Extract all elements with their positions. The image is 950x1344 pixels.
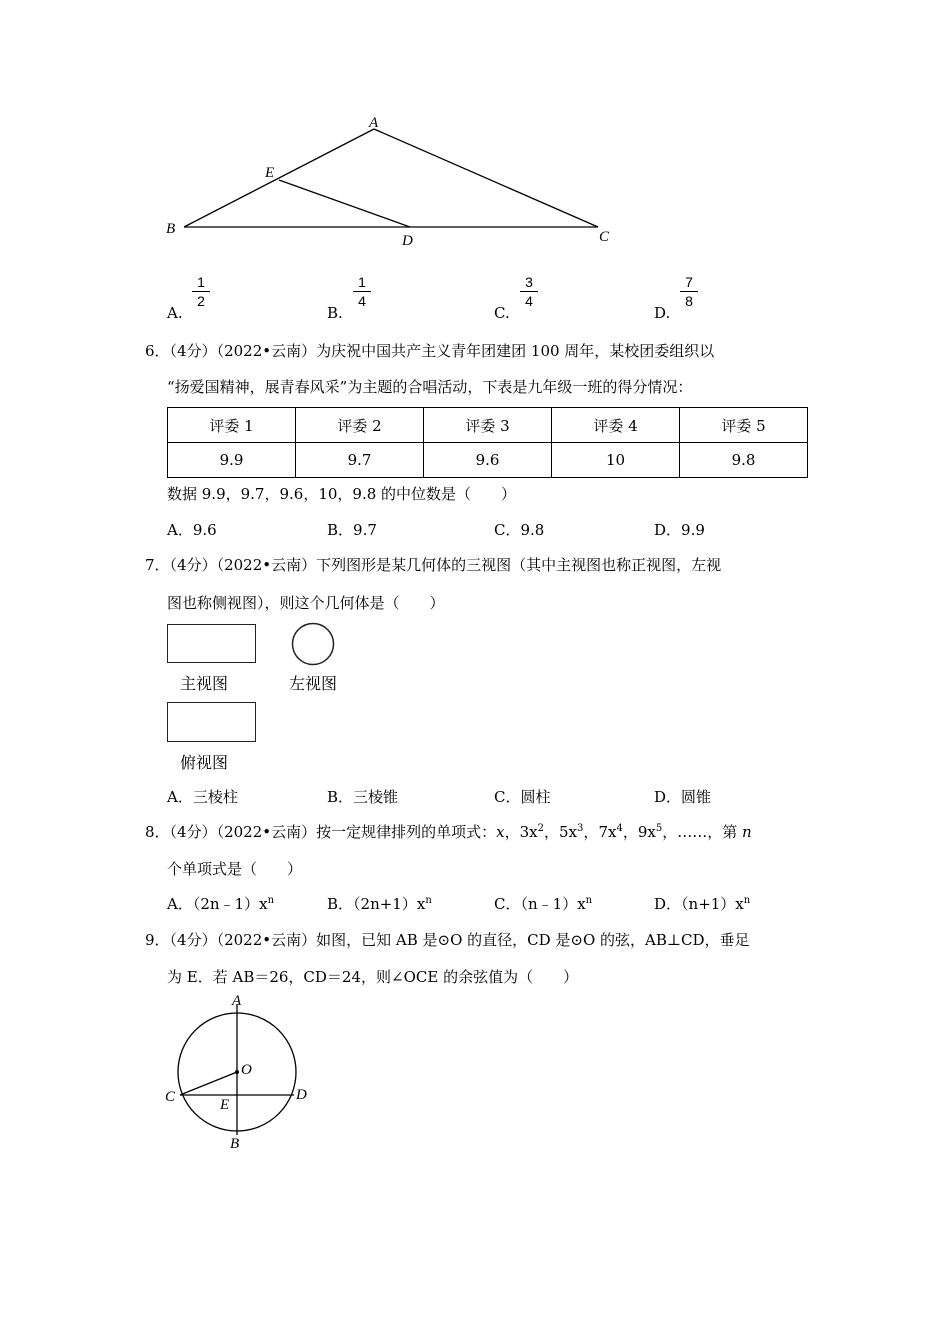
term: x <box>496 823 505 841</box>
exponent: 4 <box>616 823 623 834</box>
question-score: （4分） <box>169 342 217 360</box>
table-cell: 9.6 <box>424 443 552 478</box>
question-score: （4分） <box>169 556 217 574</box>
table-header-row <box>168 408 808 443</box>
table-header-cell: 评委 1 <box>168 408 296 443</box>
q8-stem-line2: 个单项式是（ ） <box>167 860 303 878</box>
left-view-circle <box>290 621 336 667</box>
top-view-rectangle <box>167 702 256 742</box>
label-B: B <box>166 221 176 237</box>
q8-option-a[interactable] <box>167 893 274 914</box>
term: 5x <box>559 823 578 841</box>
q8-option-d[interactable] <box>654 893 750 914</box>
term: 7x <box>598 823 617 841</box>
denominator: 8 <box>685 293 693 309</box>
label-A: A <box>369 115 379 131</box>
question-score: （4分） <box>169 931 217 949</box>
question-number: 8． <box>145 823 170 841</box>
question-source: （2022•云南） <box>216 556 317 574</box>
table-cell: 9.7 <box>296 443 424 478</box>
option-letter: B． <box>327 895 354 913</box>
numerator: 3 <box>525 274 533 290</box>
option-letter: C. <box>494 304 510 322</box>
option-letter: B. <box>327 304 343 322</box>
numerator: 1 <box>197 274 205 290</box>
q7-stem-line1 <box>145 554 721 575</box>
label-B: B <box>230 1136 240 1152</box>
q7-option-d[interactable]: D．圆锥 <box>654 788 712 806</box>
option-body: （n+1）x <box>681 895 744 913</box>
question-number: 7． <box>145 556 170 574</box>
label-E: E <box>220 1097 230 1113</box>
table-row <box>168 443 808 478</box>
q6-option-c[interactable]: C．9.8 <box>494 521 545 539</box>
option-body: （2n+1）x <box>353 895 426 913</box>
question-source: （2022•云南） <box>216 931 317 949</box>
exponent: 5 <box>655 823 663 834</box>
label-A: A <box>232 993 242 1009</box>
q6-option-b[interactable]: B．9.7 <box>327 521 377 539</box>
q8-option-c[interactable] <box>494 893 592 914</box>
segment-ED <box>279 180 410 227</box>
label-C: C <box>165 1089 176 1105</box>
question-score: （4分） <box>169 823 217 841</box>
segment-AC <box>374 129 598 227</box>
table-header-cell: 评委 2 <box>296 408 424 443</box>
circle-figure <box>160 992 320 1152</box>
fraction <box>680 274 698 309</box>
option-exponent: n <box>267 895 275 906</box>
option-letter: A. <box>167 304 183 322</box>
table-header-cell: 评委 3 <box>424 408 552 443</box>
question-source: （2022•云南） <box>216 342 317 360</box>
numerator: 1 <box>358 274 366 290</box>
label-D: D <box>296 1087 307 1103</box>
q8-option-b[interactable] <box>327 893 432 914</box>
label-D: D <box>402 233 413 249</box>
option-exponent: n <box>585 895 593 906</box>
question-number: 6． <box>145 342 170 360</box>
option-body: （2n﹣1）x <box>192 895 268 913</box>
question-text: 如图，已知 AB 是⊙O 的直径，CD 是⊙O 的弦，AB⊥CD，垂足 <box>316 931 750 949</box>
exponent: 2 <box>537 823 545 834</box>
option-letter: A． <box>167 895 193 913</box>
option-body: （n﹣1）x <box>520 895 586 913</box>
q6-stem-line2: “扬爱国精神，展青春风采”为主题的合唱活动，下表是九年级一班的得分情况： <box>167 378 693 396</box>
q6-option-d[interactable]: D．9.9 <box>654 521 705 539</box>
q7-option-a[interactable]: A．三棱柱 <box>167 788 238 806</box>
label-O: O <box>241 1062 252 1078</box>
segment-OC <box>180 1072 237 1095</box>
q8-stem-line1: 8．（4分）（2022•云南）按一定规律排列的单项式：x，$3x^2$，$5x^3$，$7x^4$，$9x^5$，……，第 n <box>145 823 752 841</box>
denominator: 4 <box>525 293 533 309</box>
score-table <box>167 407 808 478</box>
triangle-figure <box>160 110 630 250</box>
label-C: C <box>599 229 610 245</box>
exponent: 3 <box>577 823 584 834</box>
question-number: 9． <box>145 931 170 949</box>
table-header-cell: 评委 5 <box>680 408 808 443</box>
option-exponent: n <box>743 895 751 906</box>
segment-BA <box>184 129 374 227</box>
q6-option-a[interactable]: A．9.6 <box>167 521 217 539</box>
fraction <box>192 274 210 309</box>
option-letter: C． <box>494 895 521 913</box>
denominator: 4 <box>358 293 366 309</box>
question-text: 按一定规律排列的单项式： <box>316 823 497 841</box>
top-view-label: 俯视图 <box>180 753 229 772</box>
question-source: （2022•云南） <box>216 823 317 841</box>
left-view-label: 左视图 <box>289 674 338 693</box>
center-point <box>235 1070 239 1074</box>
front-view-label: 主视图 <box>180 674 229 693</box>
term: 9x <box>637 823 656 841</box>
variable-n: n <box>742 823 752 841</box>
q9-stem-line2: 为 E．若 AB＝26，CD＝24，则∠OCE 的余弦值为（ ） <box>167 968 579 986</box>
table-cell: 9.8 <box>680 443 808 478</box>
option-letter: D. <box>654 304 671 322</box>
fraction <box>353 274 371 309</box>
q9-stem-line1 <box>145 929 750 950</box>
q7-stem-line2: 图也称侧视图），则这个几何体是（ ） <box>167 594 445 612</box>
q6-prompt: 数据 9.9，9.7，9.6，10，9.8 的中位数是（ ） <box>167 485 517 503</box>
q7-option-b[interactable]: B．三棱锥 <box>327 788 399 806</box>
option-exponent: n <box>425 895 432 906</box>
q6-stem-line1 <box>145 340 714 361</box>
label-E: E <box>265 165 275 181</box>
table-cell: 9.9 <box>168 443 296 478</box>
question-text: 下列图形是某几何体的三视图（其中主视图也称正视图，左视 <box>316 556 722 574</box>
question-text: 为庆祝中国共产主义青年团建团 100 周年，某校团委组织以 <box>316 342 715 360</box>
option-letter: D． <box>654 895 682 913</box>
question-text: ，……，第 <box>662 823 738 841</box>
q7-option-c[interactable]: C．圆柱 <box>494 788 551 806</box>
table-header-cell: 评委 4 <box>552 408 680 443</box>
numerator: 7 <box>685 274 693 290</box>
table-cell: 10 <box>552 443 680 478</box>
front-view-rectangle <box>167 624 256 663</box>
fraction <box>520 274 538 309</box>
term: 3x <box>519 823 538 841</box>
denominator: 2 <box>197 293 205 309</box>
